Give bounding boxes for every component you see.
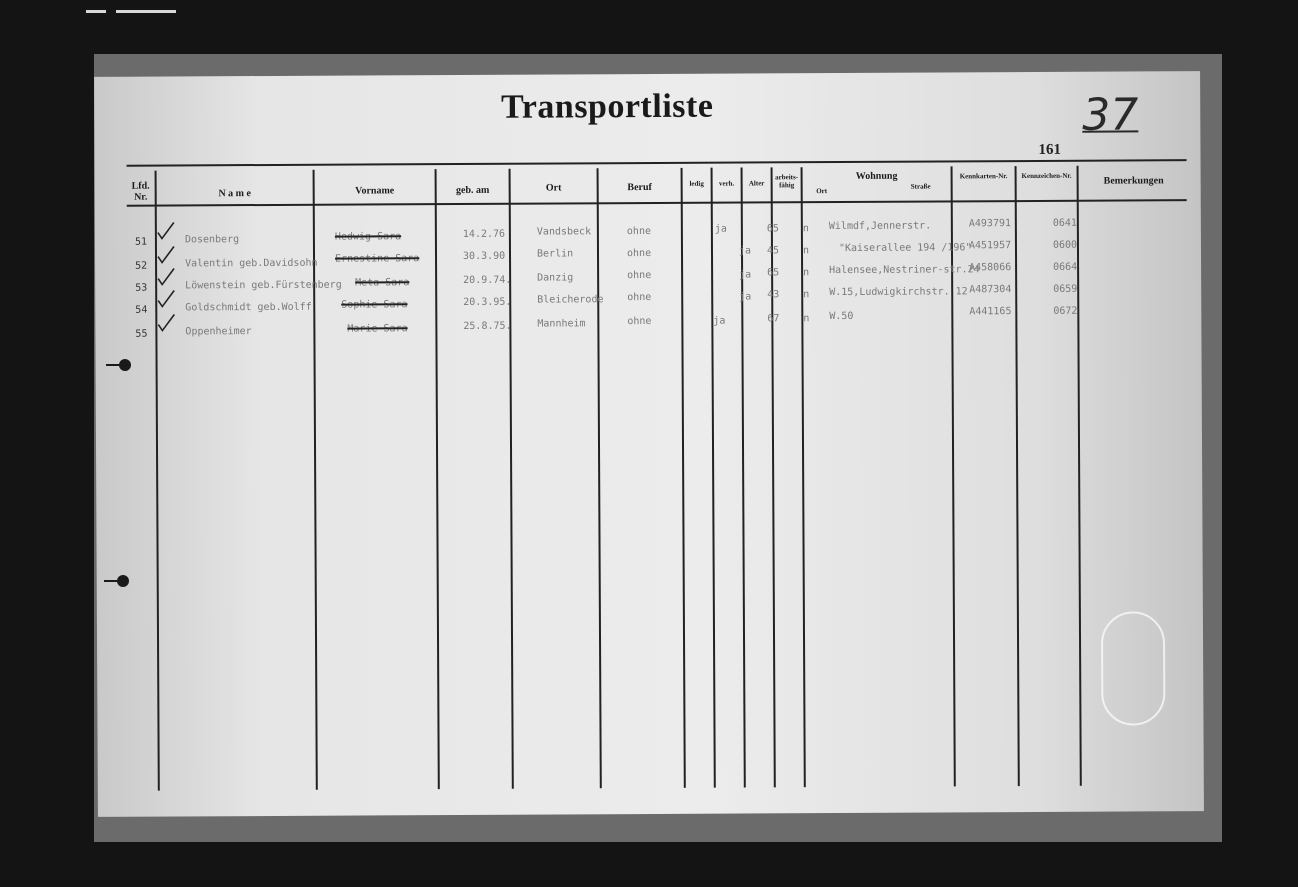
row-vorname-text: Hedwig Sara bbox=[334, 231, 402, 243]
row-vorname bbox=[335, 253, 419, 264]
row-alter: 45 bbox=[766, 245, 780, 257]
row-geb-am: 20.9.74. bbox=[463, 274, 512, 286]
row-arbeitsfaehig: n bbox=[802, 245, 810, 257]
row-vorname bbox=[347, 323, 407, 334]
row-lfd-nr: 55 bbox=[135, 328, 148, 340]
row-wohnung: "Kaiserallee 194 /196" bbox=[838, 242, 972, 255]
header-geb-am: geb. am bbox=[455, 184, 490, 197]
header-ort: Ort bbox=[545, 182, 562, 194]
document-title: Transportliste bbox=[501, 87, 714, 126]
film-edge-mark bbox=[116, 10, 176, 13]
punch-hole-mark bbox=[104, 580, 118, 582]
row-kennkarte: A441165 bbox=[969, 306, 1012, 318]
column-rule bbox=[951, 166, 956, 786]
header-bemerkungen: Bemerkungen bbox=[1103, 175, 1164, 187]
row-ort: Mannheim bbox=[537, 318, 586, 330]
header-wohnung-ort: Ort bbox=[816, 187, 828, 196]
row-vorname bbox=[335, 231, 401, 242]
row-arbeitsfaehig: n bbox=[802, 223, 809, 235]
header-bottom-rule bbox=[127, 199, 1187, 207]
header-beruf: Beruf bbox=[627, 181, 652, 194]
checkmark-icon bbox=[157, 266, 175, 286]
row-kennzeichen: 0664 bbox=[1053, 261, 1078, 273]
row-ort: Berlin bbox=[536, 248, 574, 260]
header-name: N a m e bbox=[218, 188, 251, 200]
row-verh: ja bbox=[714, 223, 727, 235]
row-arbeitsfaehig: n bbox=[803, 289, 810, 301]
column-rule bbox=[711, 168, 716, 788]
header-wohnung: Wohnung bbox=[855, 170, 898, 182]
column-rule bbox=[681, 168, 686, 788]
row-name: Oppenheimer bbox=[185, 326, 252, 338]
row-ort: Bleicherode bbox=[537, 294, 604, 306]
row-vorname bbox=[355, 277, 409, 288]
row-ledig: ja bbox=[713, 315, 726, 327]
header-arbeitsfaehig: arbeits-fähig bbox=[775, 173, 799, 190]
row-wohnung: Wilmdf,Jennerstr. bbox=[828, 220, 932, 233]
row-wohnung: Halensee,Nestriner-str.24 bbox=[829, 264, 980, 277]
header-verh: verh. bbox=[718, 179, 735, 188]
column-rule bbox=[435, 169, 440, 789]
row-geb-am: 14.2.76 bbox=[462, 228, 506, 240]
row-alter: 43 bbox=[767, 289, 780, 301]
row-name: Goldschmidt geb.Wolff bbox=[185, 301, 312, 314]
row-name: Löwenstein geb.Fürstenberg bbox=[185, 279, 342, 292]
handwritten-number: 37 bbox=[1082, 89, 1139, 141]
punch-hole bbox=[117, 575, 129, 587]
row-vorname-text: Sophie Sara bbox=[341, 299, 408, 311]
row-beruf: ohne bbox=[626, 225, 652, 238]
row-arbeitsfaehig: n bbox=[803, 313, 810, 325]
header-lfd-nr: Lfd. Nr. bbox=[131, 180, 150, 203]
header-kennkarten-nr: Kennkarten-Nr. bbox=[959, 172, 1008, 181]
row-kennkarte: A458066 bbox=[969, 262, 1012, 274]
column-rule bbox=[1015, 166, 1020, 786]
row-ort: Danzig bbox=[537, 272, 574, 284]
punch-hole bbox=[119, 359, 131, 371]
checkmark-icon bbox=[157, 220, 175, 240]
row-beruf: ohne bbox=[626, 247, 652, 260]
column-rule bbox=[741, 168, 746, 788]
row-beruf: ohne bbox=[627, 269, 652, 282]
row-kennkarte: A451957 bbox=[968, 240, 1012, 252]
row-geb-am: 20.3.95. bbox=[463, 296, 512, 308]
row-vorname-text: Ernestine Sara bbox=[334, 253, 420, 265]
row-beruf: ohne bbox=[627, 315, 652, 328]
header-vorname: Vorname bbox=[355, 185, 395, 197]
column-rule bbox=[509, 169, 514, 789]
row-vorname bbox=[341, 299, 407, 310]
row-geb-am: 30.3.90 bbox=[462, 250, 506, 262]
row-ort: Vandsbeck bbox=[536, 226, 592, 238]
row-geb-am: 25.8.75. bbox=[463, 320, 512, 332]
header-wohnung-strasse: Straße bbox=[910, 182, 931, 191]
row-arbeitsfaehig: n bbox=[803, 267, 810, 279]
row-kennzeichen: 0641 bbox=[1052, 217, 1077, 229]
row-alter: 65 bbox=[767, 267, 780, 279]
column-rule bbox=[771, 167, 776, 787]
row-lfd-nr: 51 bbox=[134, 236, 148, 248]
row-alter: 65 bbox=[766, 223, 779, 235]
checkmark-icon bbox=[157, 312, 175, 332]
checkmark-icon bbox=[157, 244, 175, 264]
row-alter: 67 bbox=[767, 313, 780, 325]
header-ledig: ledig bbox=[689, 179, 704, 188]
film-edge-mark bbox=[86, 10, 106, 13]
page-number: 161 bbox=[1038, 141, 1062, 158]
row-vorname-text: Marie Sara bbox=[347, 323, 408, 335]
row-lfd-nr: 52 bbox=[135, 260, 148, 272]
row-kennkarte: A493791 bbox=[968, 218, 1012, 230]
header-kennzeichen-nr: Kennzeichen-Nr. bbox=[1021, 171, 1072, 181]
row-wohnung: W.50 bbox=[829, 310, 854, 323]
row-vorname-text: Meta Sara bbox=[355, 277, 410, 289]
row-verh: ja bbox=[738, 245, 752, 257]
column-rule bbox=[801, 167, 806, 787]
faded-stamp bbox=[1101, 611, 1166, 725]
row-lfd-nr: 54 bbox=[135, 304, 148, 316]
column-rule bbox=[597, 168, 602, 788]
row-kennkarte: A487304 bbox=[969, 284, 1012, 296]
checkmark-icon bbox=[157, 288, 175, 308]
row-name: Dosenberg bbox=[184, 234, 240, 246]
row-kennzeichen: 0672 bbox=[1053, 305, 1078, 317]
row-kennzeichen: 0659 bbox=[1053, 283, 1078, 295]
row-kennzeichen: 0600 bbox=[1052, 239, 1078, 251]
column-rule bbox=[1077, 166, 1082, 786]
row-wohnung: W.15,Ludwigkirchstr. 12 bbox=[829, 286, 968, 299]
row-name: Valentin geb.Davidsohn bbox=[185, 257, 318, 270]
row-verh: ja bbox=[739, 269, 752, 281]
transport-list-sheet bbox=[94, 71, 1204, 817]
header-alter: Alter bbox=[748, 179, 765, 188]
punch-hole-mark bbox=[106, 364, 120, 366]
row-lfd-nr: 53 bbox=[135, 282, 148, 294]
row-verh: ja bbox=[739, 291, 752, 303]
header-top-rule bbox=[127, 159, 1187, 167]
row-beruf: ohne bbox=[627, 291, 652, 304]
